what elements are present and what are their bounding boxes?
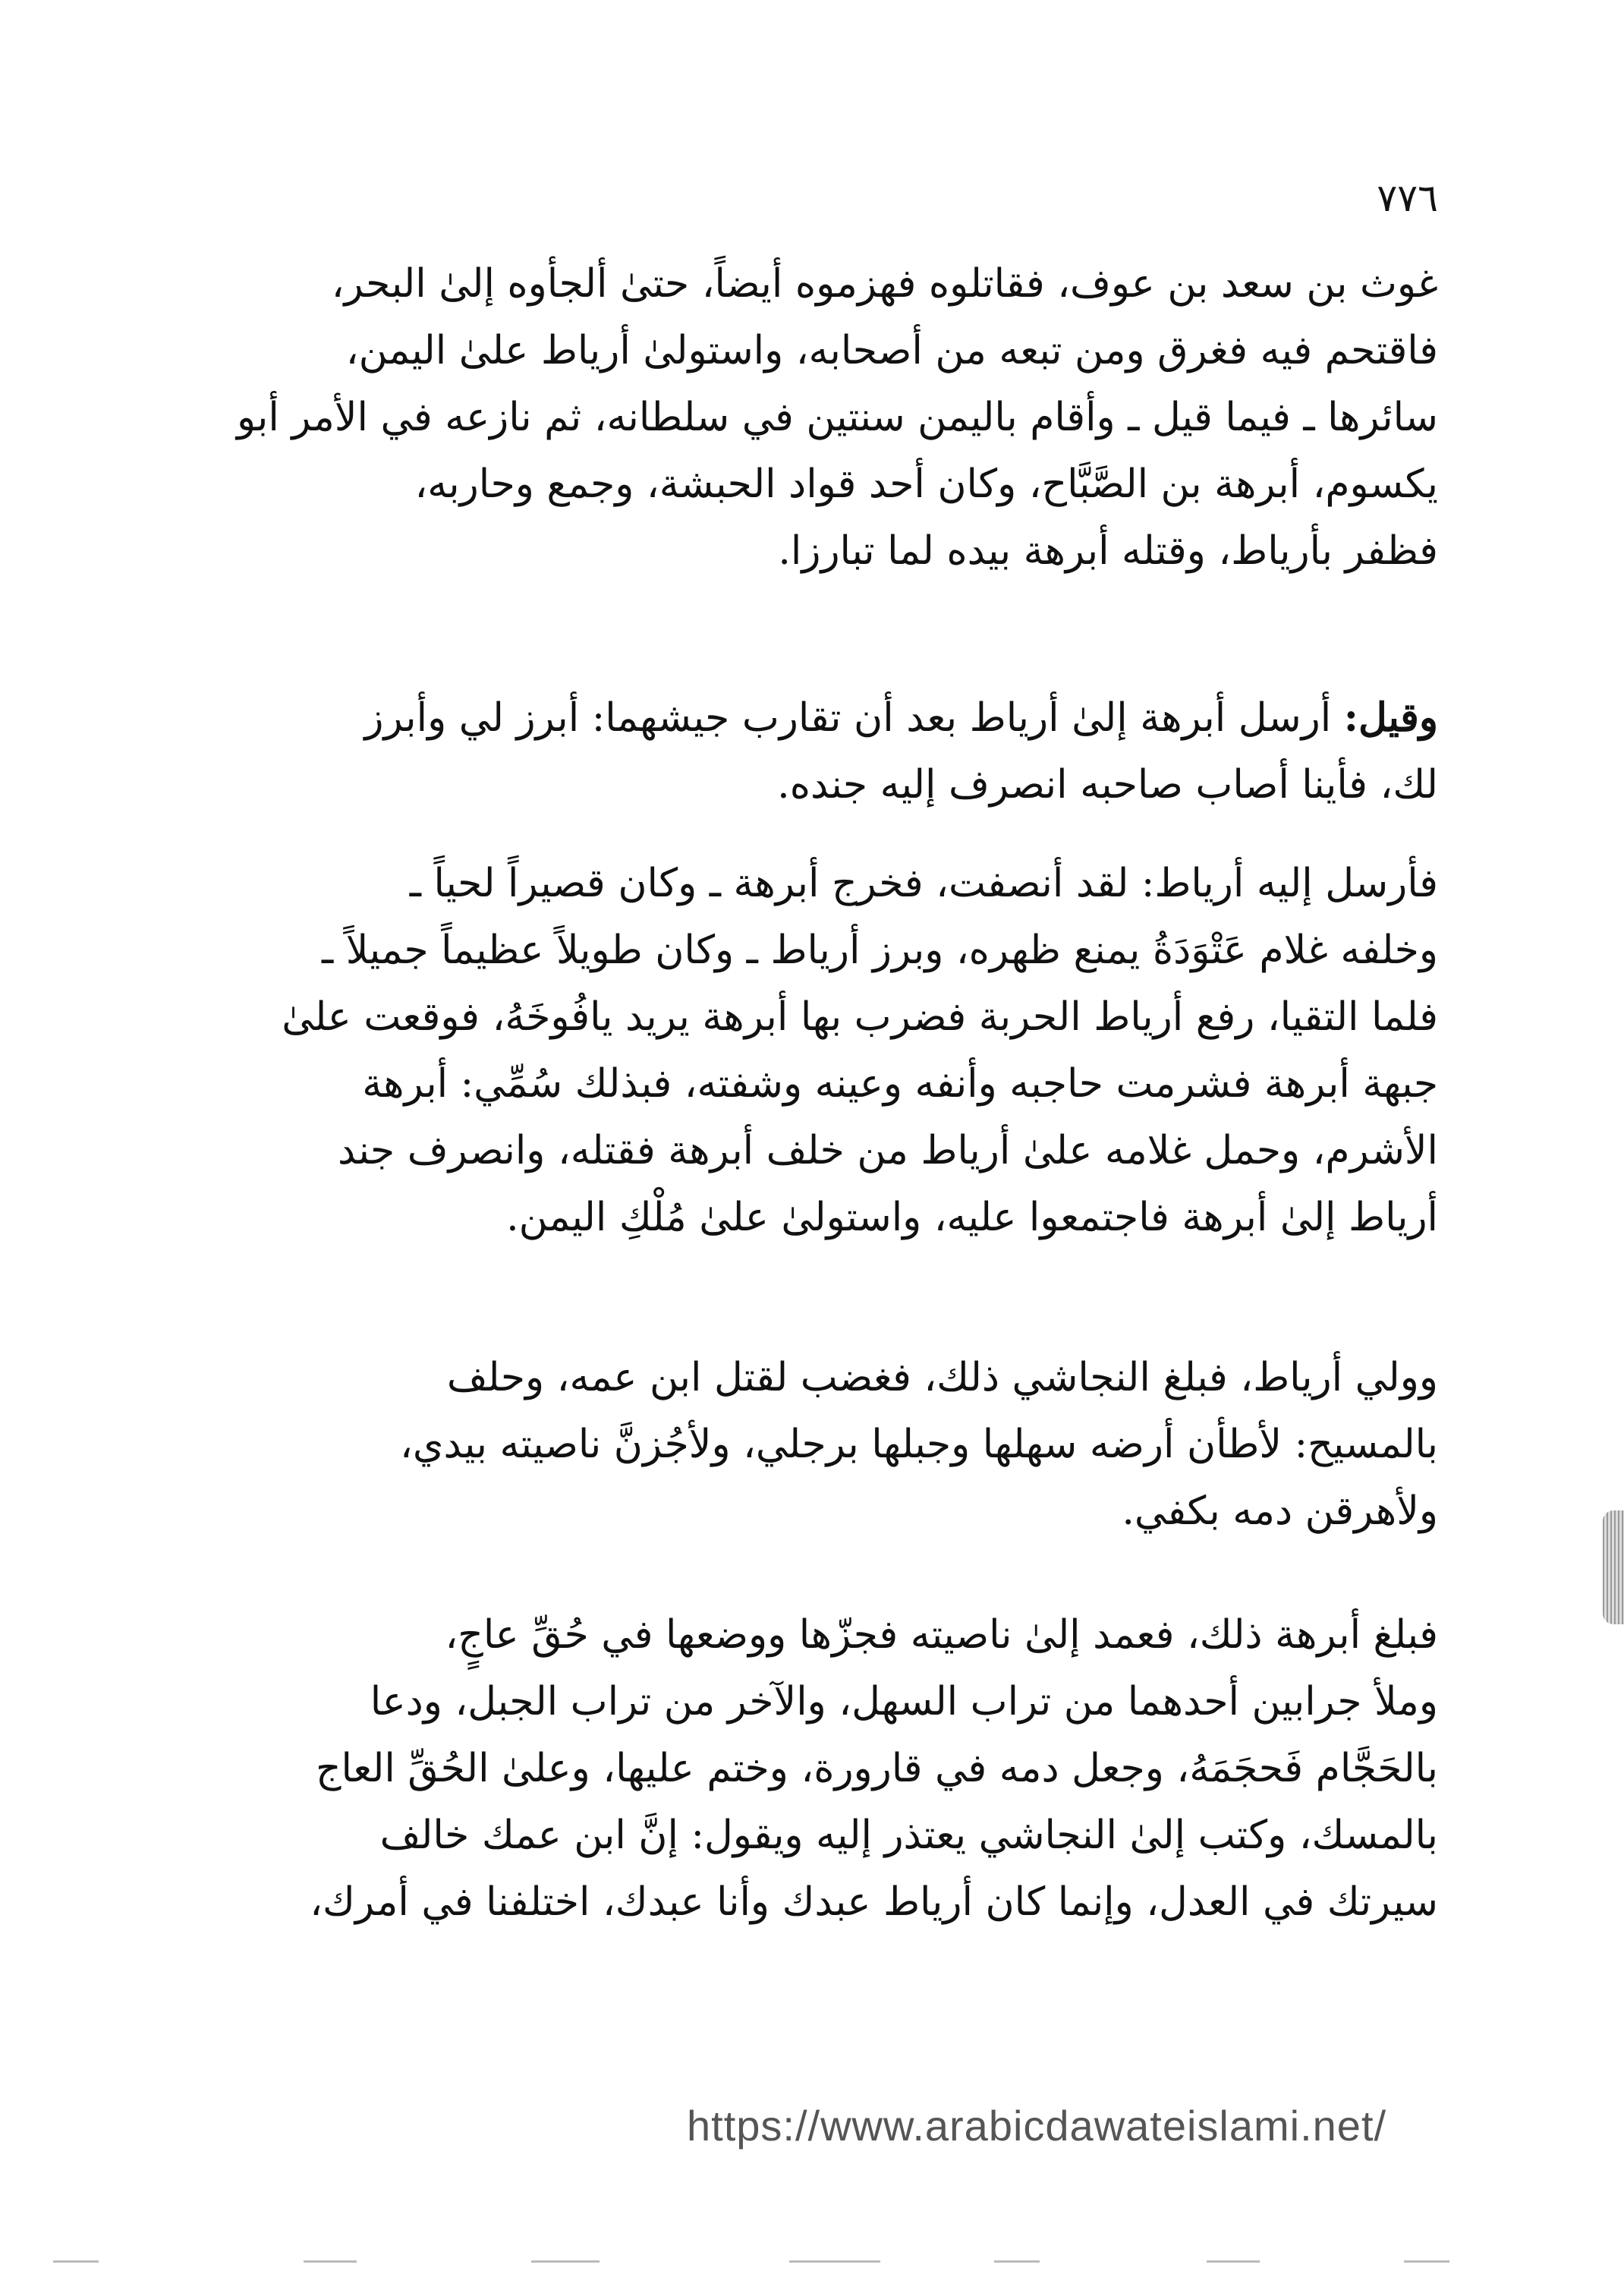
- scan-mark: [789, 2260, 880, 2263]
- page-edge-shadow: [1603, 1510, 1624, 1624]
- text-line: فاقتحم فيه فغرق ومن تبعه من أصحابه، واستولىٰ أرياط علىٰ اليمن،: [345, 328, 1438, 373]
- text-line: فلما التقيا، رفع أرياط الحربة فضرب بها أبرهة يريد يافُوخَهُ، فوقعت علىٰ: [282, 994, 1438, 1040]
- paragraph-3: [191, 850, 1438, 1251]
- text-line: [191, 685, 1438, 751]
- text-line: سائرها ـ فيما قيل ـ وأقام باليمن سنتين في سلطانه، ثم نازعه في الأمر أبو: [237, 395, 1438, 440]
- paragraph-2: [191, 685, 1438, 818]
- scan-mark: [53, 2260, 99, 2263]
- text-line: فظفر بأرياط، وقتله أبرهة بيده لما تبارزا.: [778, 528, 1438, 574]
- paragraph-1: [191, 250, 1438, 584]
- paragraph-4: [191, 1344, 1438, 1545]
- footer-watermark-url: https://www.arabicdawateislami.net/: [687, 2102, 1387, 2150]
- text-line: فبلغ أبرهة ذلك، فعمد إلىٰ ناصيته فجزّها ووضعها في حُقِّ عاجٍ،: [445, 1612, 1438, 1658]
- text-line: أرياط إلىٰ أبرهة فاجتمعوا عليه، واستولىٰ علىٰ مُلْكِ اليمن.: [506, 1195, 1438, 1240]
- text-line: وولي أرياط، فبلغ النجاشي ذلك، فغضب لقتل ابن عمه، وحلف: [446, 1355, 1438, 1400]
- text-line: فأرسل إليه أرياط: لقد أنصفت، فخرج أبرهة ـ وكان قصيراً لحياً ـ: [409, 861, 1438, 906]
- text-line: ولأهرقن دمه بكفي.: [1122, 1488, 1438, 1534]
- scan-mark: [304, 2260, 357, 2263]
- paragraph-5: [191, 1602, 1438, 1936]
- text-line: بالحَجَّام فَحجَمَهُ، وجعل دمه في قارورة، وختم عليها، وعلىٰ الحُقِّ العاج: [315, 1746, 1438, 1791]
- text-line: الأشرم، وحمل غلامه علىٰ أرياط من خلف أبرهة فقتله، وانصرف جند: [338, 1128, 1438, 1173]
- text-line: سيرتك في العدل، وإنما كان أرياط عبدك وأنا عبدك، اختلفنا في أمرك،: [310, 1879, 1438, 1925]
- text-line: وخلفه غلام عَتْوَدَةُ يمنع ظهره، وبرز أرياط ـ وكان طويلاً عظيماً جميلاً ـ: [321, 928, 1438, 973]
- text-line: غوث بن سعد بن عوف، فقاتلوه فهزموه أيضاً، حتىٰ ألجأوه إلىٰ البحر،: [331, 261, 1438, 307]
- scan-mark: [994, 2260, 1040, 2263]
- text-line: وملأ جرابين أحدهما من تراب السهل، والآخر من تراب الجبل، ودعا: [370, 1679, 1438, 1725]
- text-line: يكسوم، أبرهة بن الصَّبَّاح، وكان أحد قواد الحبشة، وجمع وحاربه،: [414, 461, 1438, 507]
- text-line-rest: أرسل أبرهة إلىٰ أرياط بعد أن تقارب جيشهما: أبرز لي وأبرز: [364, 695, 1344, 741]
- scan-mark: [1207, 2260, 1260, 2263]
- text-line: لك، فأينا أصاب صاحبه انصرف إليه جنده.: [777, 762, 1438, 808]
- scan-mark: [531, 2260, 600, 2263]
- page-number: ٧٧٦: [1377, 176, 1438, 220]
- paragraph-lead-word: وقيل:: [1343, 695, 1438, 741]
- text-line: بالمسيح: لأطأن أرضه سهلها وجبلها برجلي، ولأجُزنَّ ناصيته بيدي،: [400, 1422, 1438, 1467]
- scan-marks: [46, 2260, 1578, 2266]
- text-line: بالمسك، وكتب إلىٰ النجاشي يعتذر إليه ويقول: إنَّ ابن عمك خالف: [379, 1813, 1438, 1858]
- text-line: جبهة أبرهة فشرمت حاجبه وأنفه وعينه وشفته، فبذلك سُمِّي: أبرهة: [362, 1061, 1438, 1107]
- scan-mark: [1404, 2260, 1449, 2263]
